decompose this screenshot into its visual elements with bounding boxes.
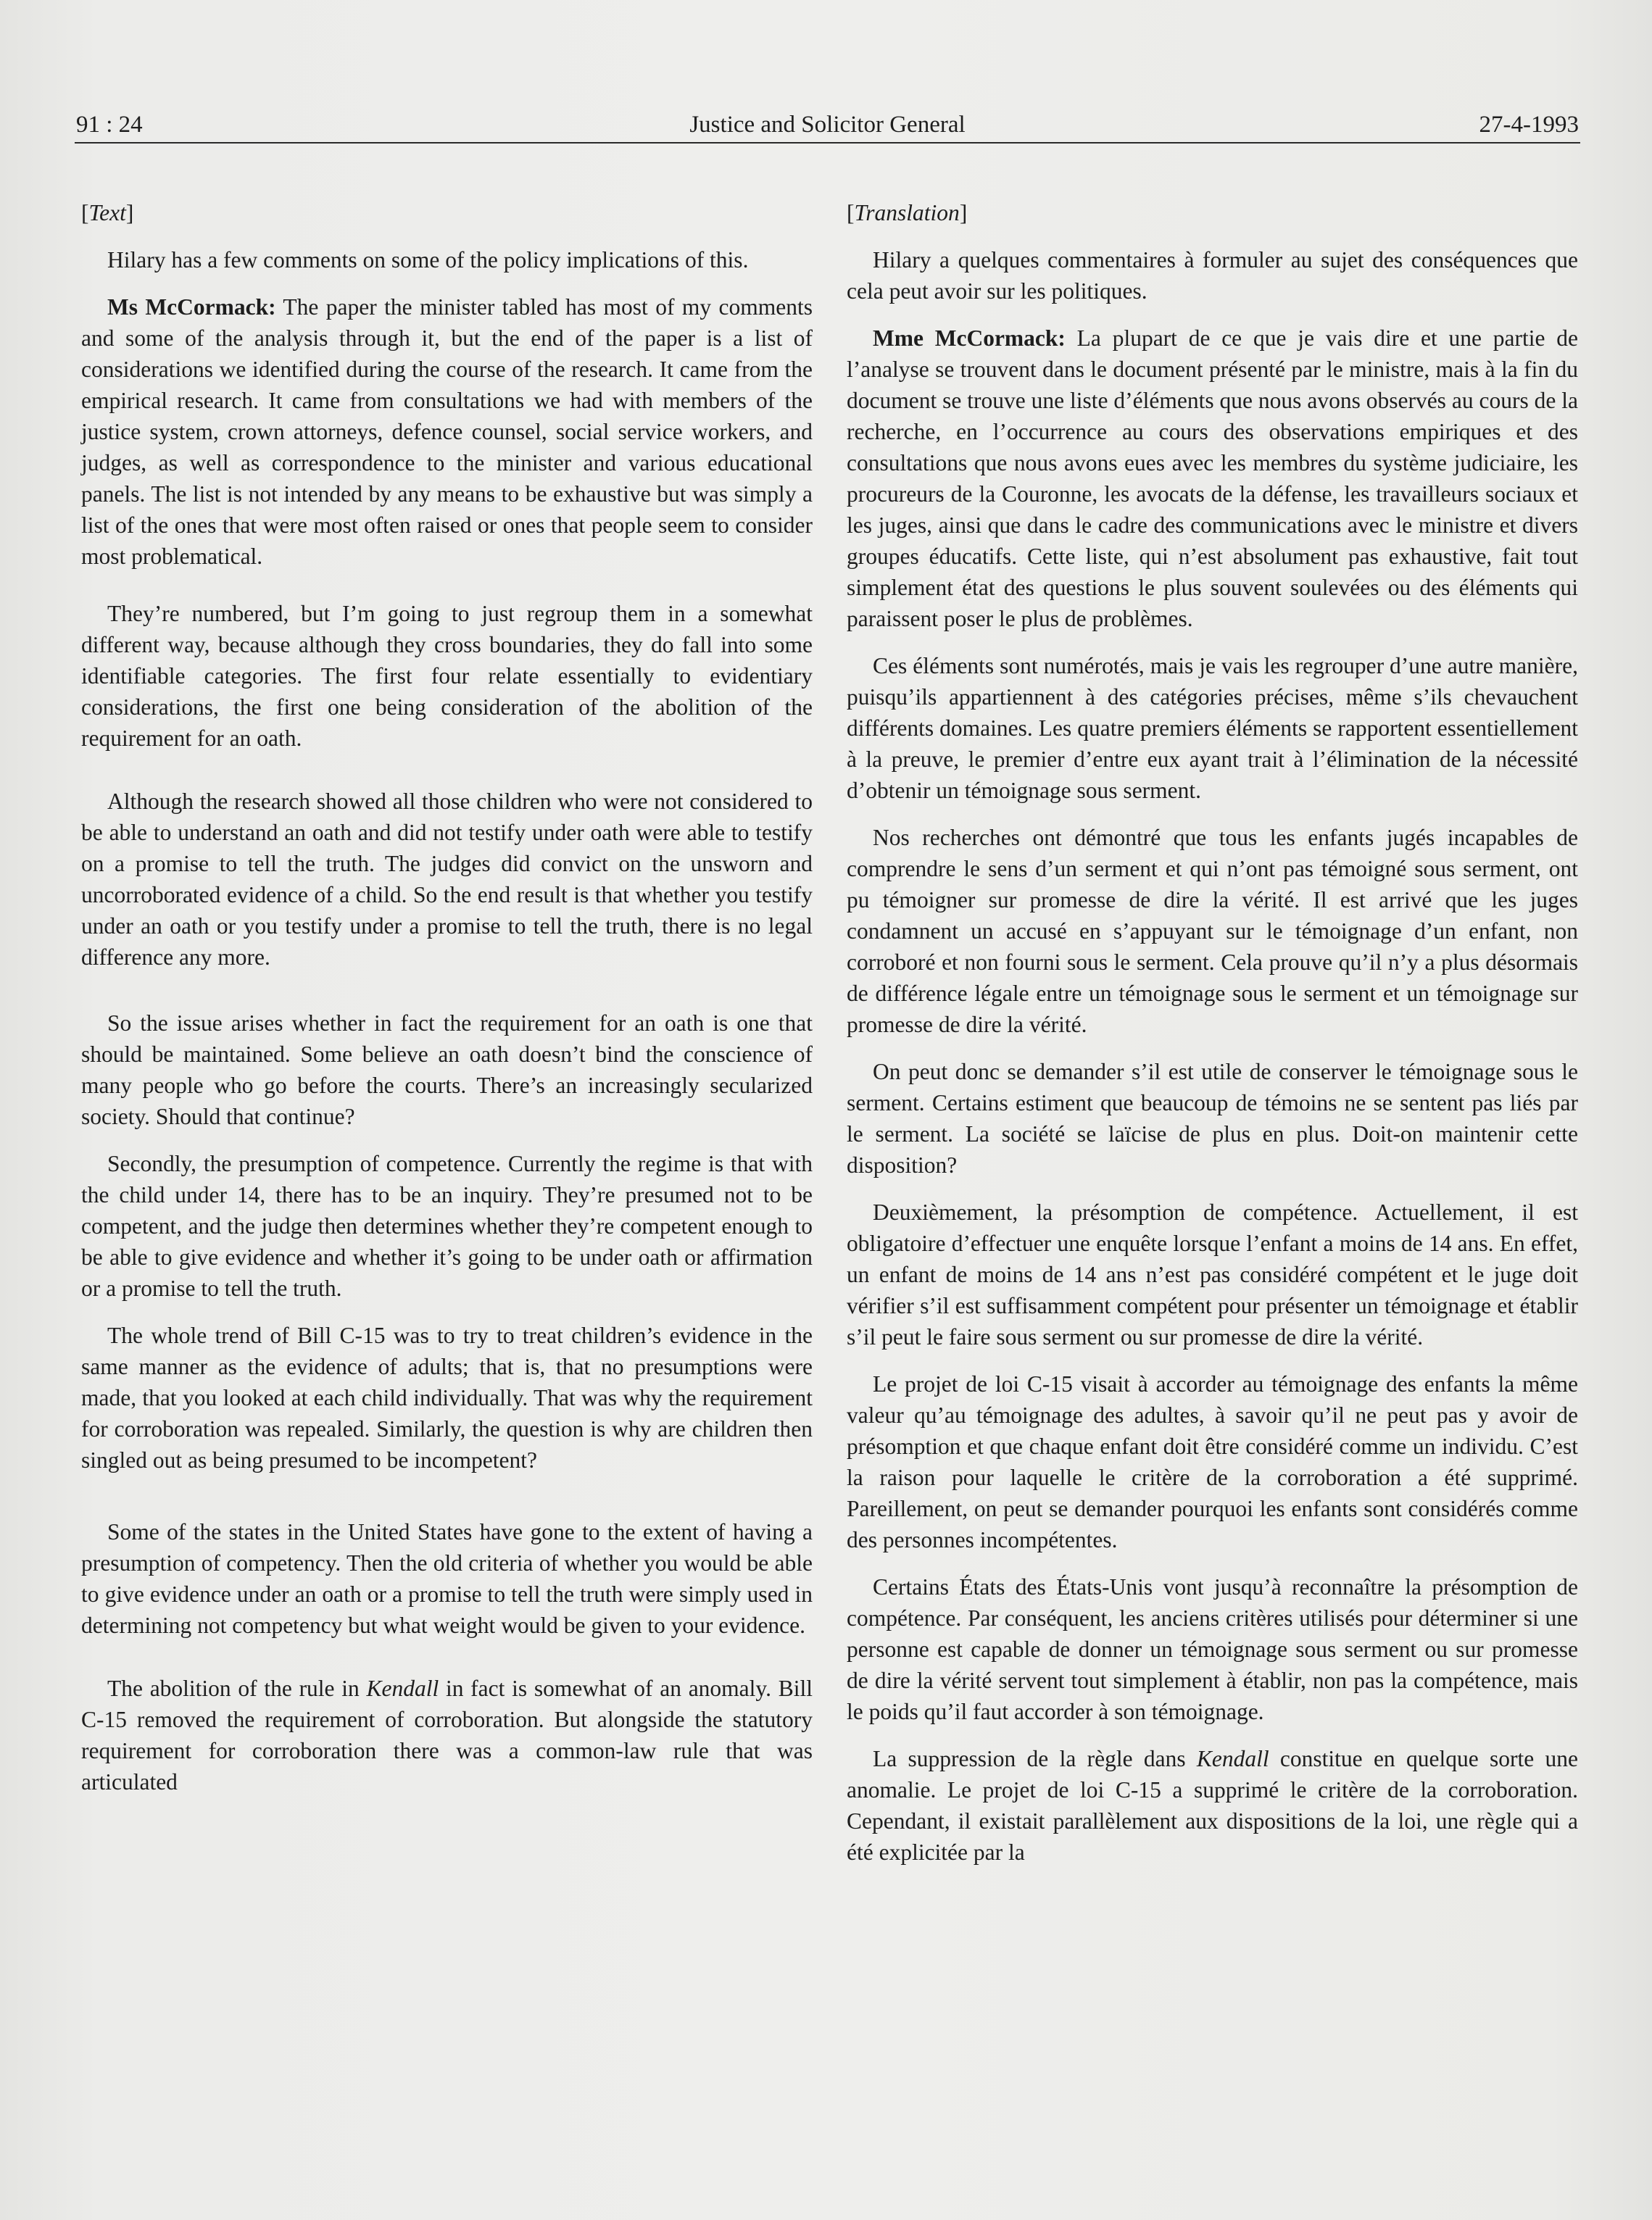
language-tag-text: [Text] — [81, 200, 134, 225]
speech-text: The paper the minister tabled has most of my comments and some of the analysis through it, but the end of the paper is a list of considerations we identified during the course of the research. It came from the empirical research. It came from consultations we had with members of the justice system, crown attorneys, defence counsel, social service workers, and judges, as well as correspondence to the minister and various educational panels. The list is not intended by any means to be exhaustive but was simply a list of the ones that were most often raised or ones that people seem to consider most problematical. — [81, 294, 813, 569]
paragraph-4: Although the research showed all those children who were not considered to be able to understand an oath and did not testify under oath were able to testify on a promise to tell the truth. The judges did convict on the unsworn and uncorroborated evidence of a child. So the end result is that whether you testify under an oath or you testify under a promise to tell the truth, there is no legal difference any more. — [81, 789, 813, 970]
text-run: The abolition of the rule in — [107, 1676, 367, 1701]
header-rule — [75, 142, 1580, 144]
paragraph-8: Some of the states in the United States have gone to the extent of having a presumption of competency. Then the old criteria of whether you would be able to give evidence under an oath or a promise to tell the truth were simply used in determining not competency but what weight would be given to your evidence. — [81, 1519, 813, 1638]
paragraph-9 — [81, 1673, 813, 1797]
paragraph-2 — [847, 323, 1578, 634]
paragraph-5: So the issue arises whether in fact the requirement for an oath is one that should be maintained. Some believe an oath doesn’t bind the conscience of many people who go before the courts. There’s an increasingly secularized society. Should that continue? — [81, 1010, 813, 1129]
paragraph-3: They’re numbered, but I’m going to just regroup them in a somewhat different way, because although they cross boundaries, they do fall into some identifiable categories. The first four relate essentially to evidentiary considerations, the first one being consideration of the abolition of the requirement for an oath. — [81, 601, 813, 751]
paragraph-6: Deuxièmement, la présomption de compétence. Actuellement, il est obligatoire d’effectuer une enquête lorsque l’enfant a moins de 14 ans. En effet, un enfant de moins de 14 ans n’est pas considéré compétent et le juge doit vérifier s’il est suffisamment compétent pour présenter un témoignage et établir s’il peut le faire sous serment ou sur promesse de dire la vérité. — [847, 1200, 1578, 1350]
speaker-name: Mme McCormack: — [873, 325, 1066, 351]
meeting-date: 27-4-1993 — [1479, 112, 1579, 138]
paragraph-7: Le projet de loi C-15 visait à accorder au témoignage des enfants la même valeur qu’au témoignage des adultes, à savoir qu’il ne peut pas y avoir de présomption et que chaque enfant doit être considéré comme un individu. C’est la raison pour laquelle le critère de la corroboration a été supprimé. Pareillement, on peut se demander pourquoi les enfants sont considérés comme des personnes incompétentes. — [847, 1371, 1578, 1552]
case-name: Kendall — [366, 1676, 439, 1701]
speaker-name: Ms McCormack: — [107, 294, 276, 320]
paragraph-7: The whole trend of Bill C-15 was to try to treat children’s evidence in the same manner as the evidence of adults; that is, that no presumptions were made, that you looked at each child individually. That was why the requirement for corroboration was repealed. Similarly, the question is why are children then singled out as being presumed to be incompetent? — [81, 1323, 813, 1473]
text-run: La suppression de la règle dans — [873, 1746, 1197, 1771]
paragraph-6: Secondly, the presumption of competence. Currently the regime is that with the child under 14, there has to be an inquiry. They’re presumed not to be competent, and the judge then determines whether they’re competent enough to be able to give evidence and whether it’s going to be under oath or affirmation or a promise to tell the truth. — [81, 1151, 813, 1301]
paragraph-1: Hilary a quelques commentaires à formuler au sujet des conséquences que cela peut avoir sur les politiques. — [847, 247, 1578, 304]
page-header — [76, 109, 1579, 141]
translation-column — [847, 197, 1578, 1868]
committee-title: Justice and Solicitor General — [689, 112, 966, 138]
paragraph-8: Certains États des États-Unis vont jusqu’à reconnaître la présomption de compétence. Par conséquent, les anciens critères utilisés pour déterminer si une personne est capable de donner un témoignage sous serment ou sur promesse de dire la vérité servent tout simplement à établir, non pas la compétence, mais le poids qu’il faut accorder à son témoignage. — [847, 1574, 1578, 1724]
paragraph-5: On peut donc se demander s’il est utile de conserver le témoignage sous le serment. Certains estiment que beaucoup de témoins ne se sentent pas liés par le serment. La société se laïcise de plus en plus. Doit-on maintenir cette disposition? — [847, 1059, 1578, 1178]
paragraph-2 — [81, 291, 813, 572]
language-tag-translation: [Translation] — [847, 200, 968, 225]
speech-text: La plupart de ce que je vais dire et une partie de l’analyse se trouvent dans le document présenté par le ministre, mais à la fin du document se trouve une liste d’éléments que nous avons observés au cours de la recherche, en l’occurrence au cours des observations empiriques et des consultations que nous avons eues avec les membres du système judiciaire, les procureurs de la Couronne, les avocats de la défense, les travailleurs sociaux et les juges, ainsi que dans le cadre des communications avec le ministre et divers groupes éducatifs. Cette liste, qui n’est absolument pas exhaustive, fait tout simplement état des questions le plus souvent soulevées ou des éléments qui paraissent poser le plus de problèmes. — [847, 325, 1578, 631]
case-name: Kendall — [1196, 1746, 1269, 1771]
paragraph-9 — [847, 1743, 1578, 1868]
text-run: constitue en quelque sorte une anomalie. Le projet de loi C-15 a supprimé le critère de la corroboration. Cependant, il existait parallèlement aux dispositions de la loi, une règle qui a été explicitée par la — [847, 1746, 1578, 1865]
english-column — [81, 197, 813, 1797]
page-number: 91 : 24 — [76, 112, 143, 138]
text-run: in fact is somewhat of an anomaly. Bill C-15 removed the requirement of corroboration. But alongside the statutory requirement for corroboration there was a common-law rule that was articulated — [81, 1676, 813, 1795]
paragraph-4: Nos recherches ont démontré que tous les enfants jugés incapables de comprendre le sens d’un serment et qui n’ont pas témoigné sous serment, ont pu témoigner sur promesse de dire la vérité. Il est arrivé que les juges condamnent un accusé en s’appuyant sur le témoignage d’un enfant, non corroboré et non fourni sous le serment. Cela prouve qu’il n’y a plus désormais de différence légale entre un témoignage sous le serment et un témoignage sur promesse de dire la vérité. — [847, 825, 1578, 1037]
paragraph-3: Ces éléments sont numérotés, mais je vais les regrouper d’une autre manière, puisqu’ils appartiennent à des catégories précises, même s’ils chevauchent différents domaines. Les quatre premiers éléments se rapportent essentiellement à la preuve, le premier d’entre eux ayant trait à l’élimination de la nécessité d’obtenir un témoignage sous serment. — [847, 653, 1578, 803]
paragraph-1: Hilary has a few comments on some of the policy implications of this. — [107, 247, 749, 273]
